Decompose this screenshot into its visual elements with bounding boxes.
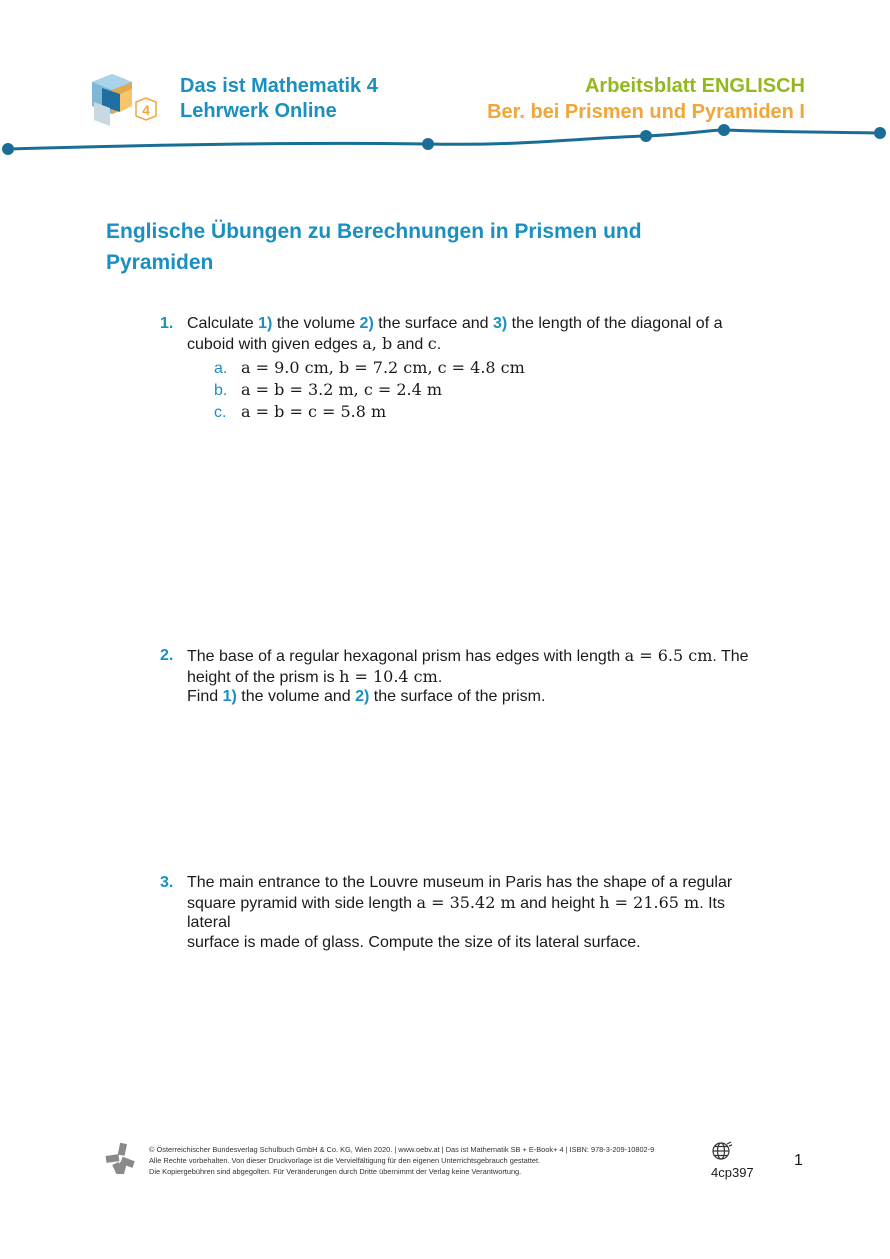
publisher-logo-icon	[104, 1142, 136, 1174]
copyright-line3: Die Kopiergebühren sind abgegolten. Für Veränderungen durch Dritte übernimmt der Verlag keine Verantwortung.	[149, 1167, 522, 1177]
web-code: 4cp397	[711, 1165, 754, 1180]
exercise-number: 1.	[160, 315, 174, 332]
page-title-line2: Pyramiden	[106, 251, 214, 274]
series-title-line2: Lehrwerk Online	[180, 100, 337, 122]
exercise-3	[160, 873, 760, 951]
copyright-line1: © Österreichischer Bundesverlag Schulbuch GmbH & Co. KG, Wien 2020. | www.oebv.at | Das ist Mathematik SB + E-Book+ 4 | ISBN: 978-3-209-10802-9	[149, 1145, 655, 1154]
page-title-line1: Englische Übungen zu Berechnungen in Prismen und	[106, 220, 642, 243]
logo-number: 4	[142, 102, 150, 118]
exercise-part-a: a. a = 9.0 cm, b = 7.2 cm, c = 4.8 cm	[214, 358, 525, 377]
series-title	[180, 74, 378, 124]
sheet-type: Arbeitsblatt ENGLISCH	[584, 75, 805, 97]
exercise-text: Calculate 1) the volume 2) the surface and 3) the length of the diagonal of a cuboid with given edges a, b and c.	[187, 315, 723, 353]
exercise-1	[160, 314, 760, 424]
sheet-topic: Ber. bei Prismen und Pyramiden I	[487, 101, 805, 123]
exercise-number: 2.	[160, 647, 174, 664]
copyright-notice	[149, 1144, 654, 1178]
exercise-part-b: b. a = b = 3.2 m, c = 2.4 m	[214, 380, 443, 399]
page-number: 1	[794, 1152, 803, 1169]
header-wave-line	[0, 118, 890, 158]
exercise-number: 3.	[160, 874, 174, 891]
exercise-part-c: c. a = b = c = 5.8 m	[214, 402, 387, 421]
page-title	[106, 216, 726, 278]
series-title-line1: Das ist Mathematik 4	[180, 75, 378, 97]
copyright-line2: Alle Rechte vorbehalten. Von dieser Druckvorlage ist die Vervielfältigung für den eigenen Unterrichtsgebrauch gestattet.	[149, 1156, 541, 1166]
globe-icon	[711, 1140, 733, 1162]
exercise-text: The base of a regular hexagonal prism has edges with length a = 6.5 cm. The height of the prism is h = 10.4 cm. Find 1) the volume and 2) the surface of the prism.	[187, 646, 749, 705]
exercise-2	[160, 646, 760, 706]
exercise-text: The main entrance to the Louvre museum in Paris has the shape of a regular square pyramid with side length a = 35.42 m and height h = 21.65 m. Its lateral surface is made of glass. Compute the size of its lateral surface.	[187, 874, 733, 951]
